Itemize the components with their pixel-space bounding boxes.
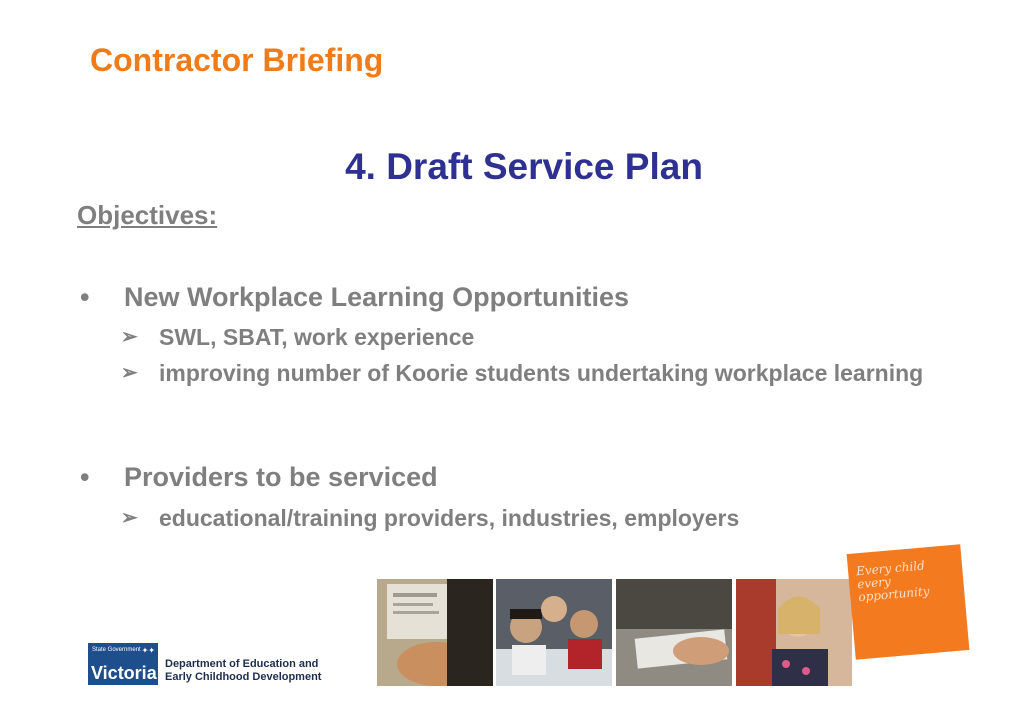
photo-laptop-hands [377,579,493,686]
bullet-glyph: • [80,282,90,312]
sub-bullet-text: SWL, SBAT, work experience [159,324,475,350]
slide-title: 4. Draft Service Plan [345,146,703,187]
slogan-badge: Every child every opportunity [847,544,970,660]
arrow-bullet-icon: ➢ [121,362,138,384]
sub-bullet-text: improving number of Koorie students undertaking workplace learning [159,360,924,386]
photo-students [496,579,612,686]
bullet-glyph: • [80,462,90,492]
sub-bullet-item [121,322,981,352]
logo-small-text: State Government [92,647,141,653]
arrow-bullet-icon: ➢ [121,507,138,529]
header-title: Contractor Briefing [90,42,384,78]
department-name [165,658,321,684]
department-line-1: Department of Education and [165,658,319,670]
photo-keyboard [616,579,732,686]
photo-teacher [736,579,852,686]
sub-bullet-item [121,358,981,388]
logo-big-text: Victoria [91,663,157,683]
southern-cross-icon: ✦✦ [141,646,155,655]
sub-bullet-text: educational/training providers, industries, employers [159,505,740,531]
bullet-text: Providers to be serviced [124,462,438,492]
bullet-text: New Workplace Learning Opportunities [124,282,630,312]
victoria-logo [88,643,158,685]
objectives-heading: Objectives: [77,200,218,230]
department-line-2: Early Childhood Development [165,671,322,683]
sub-bullet-item [121,503,981,533]
arrow-bullet-icon: ➢ [121,326,138,348]
